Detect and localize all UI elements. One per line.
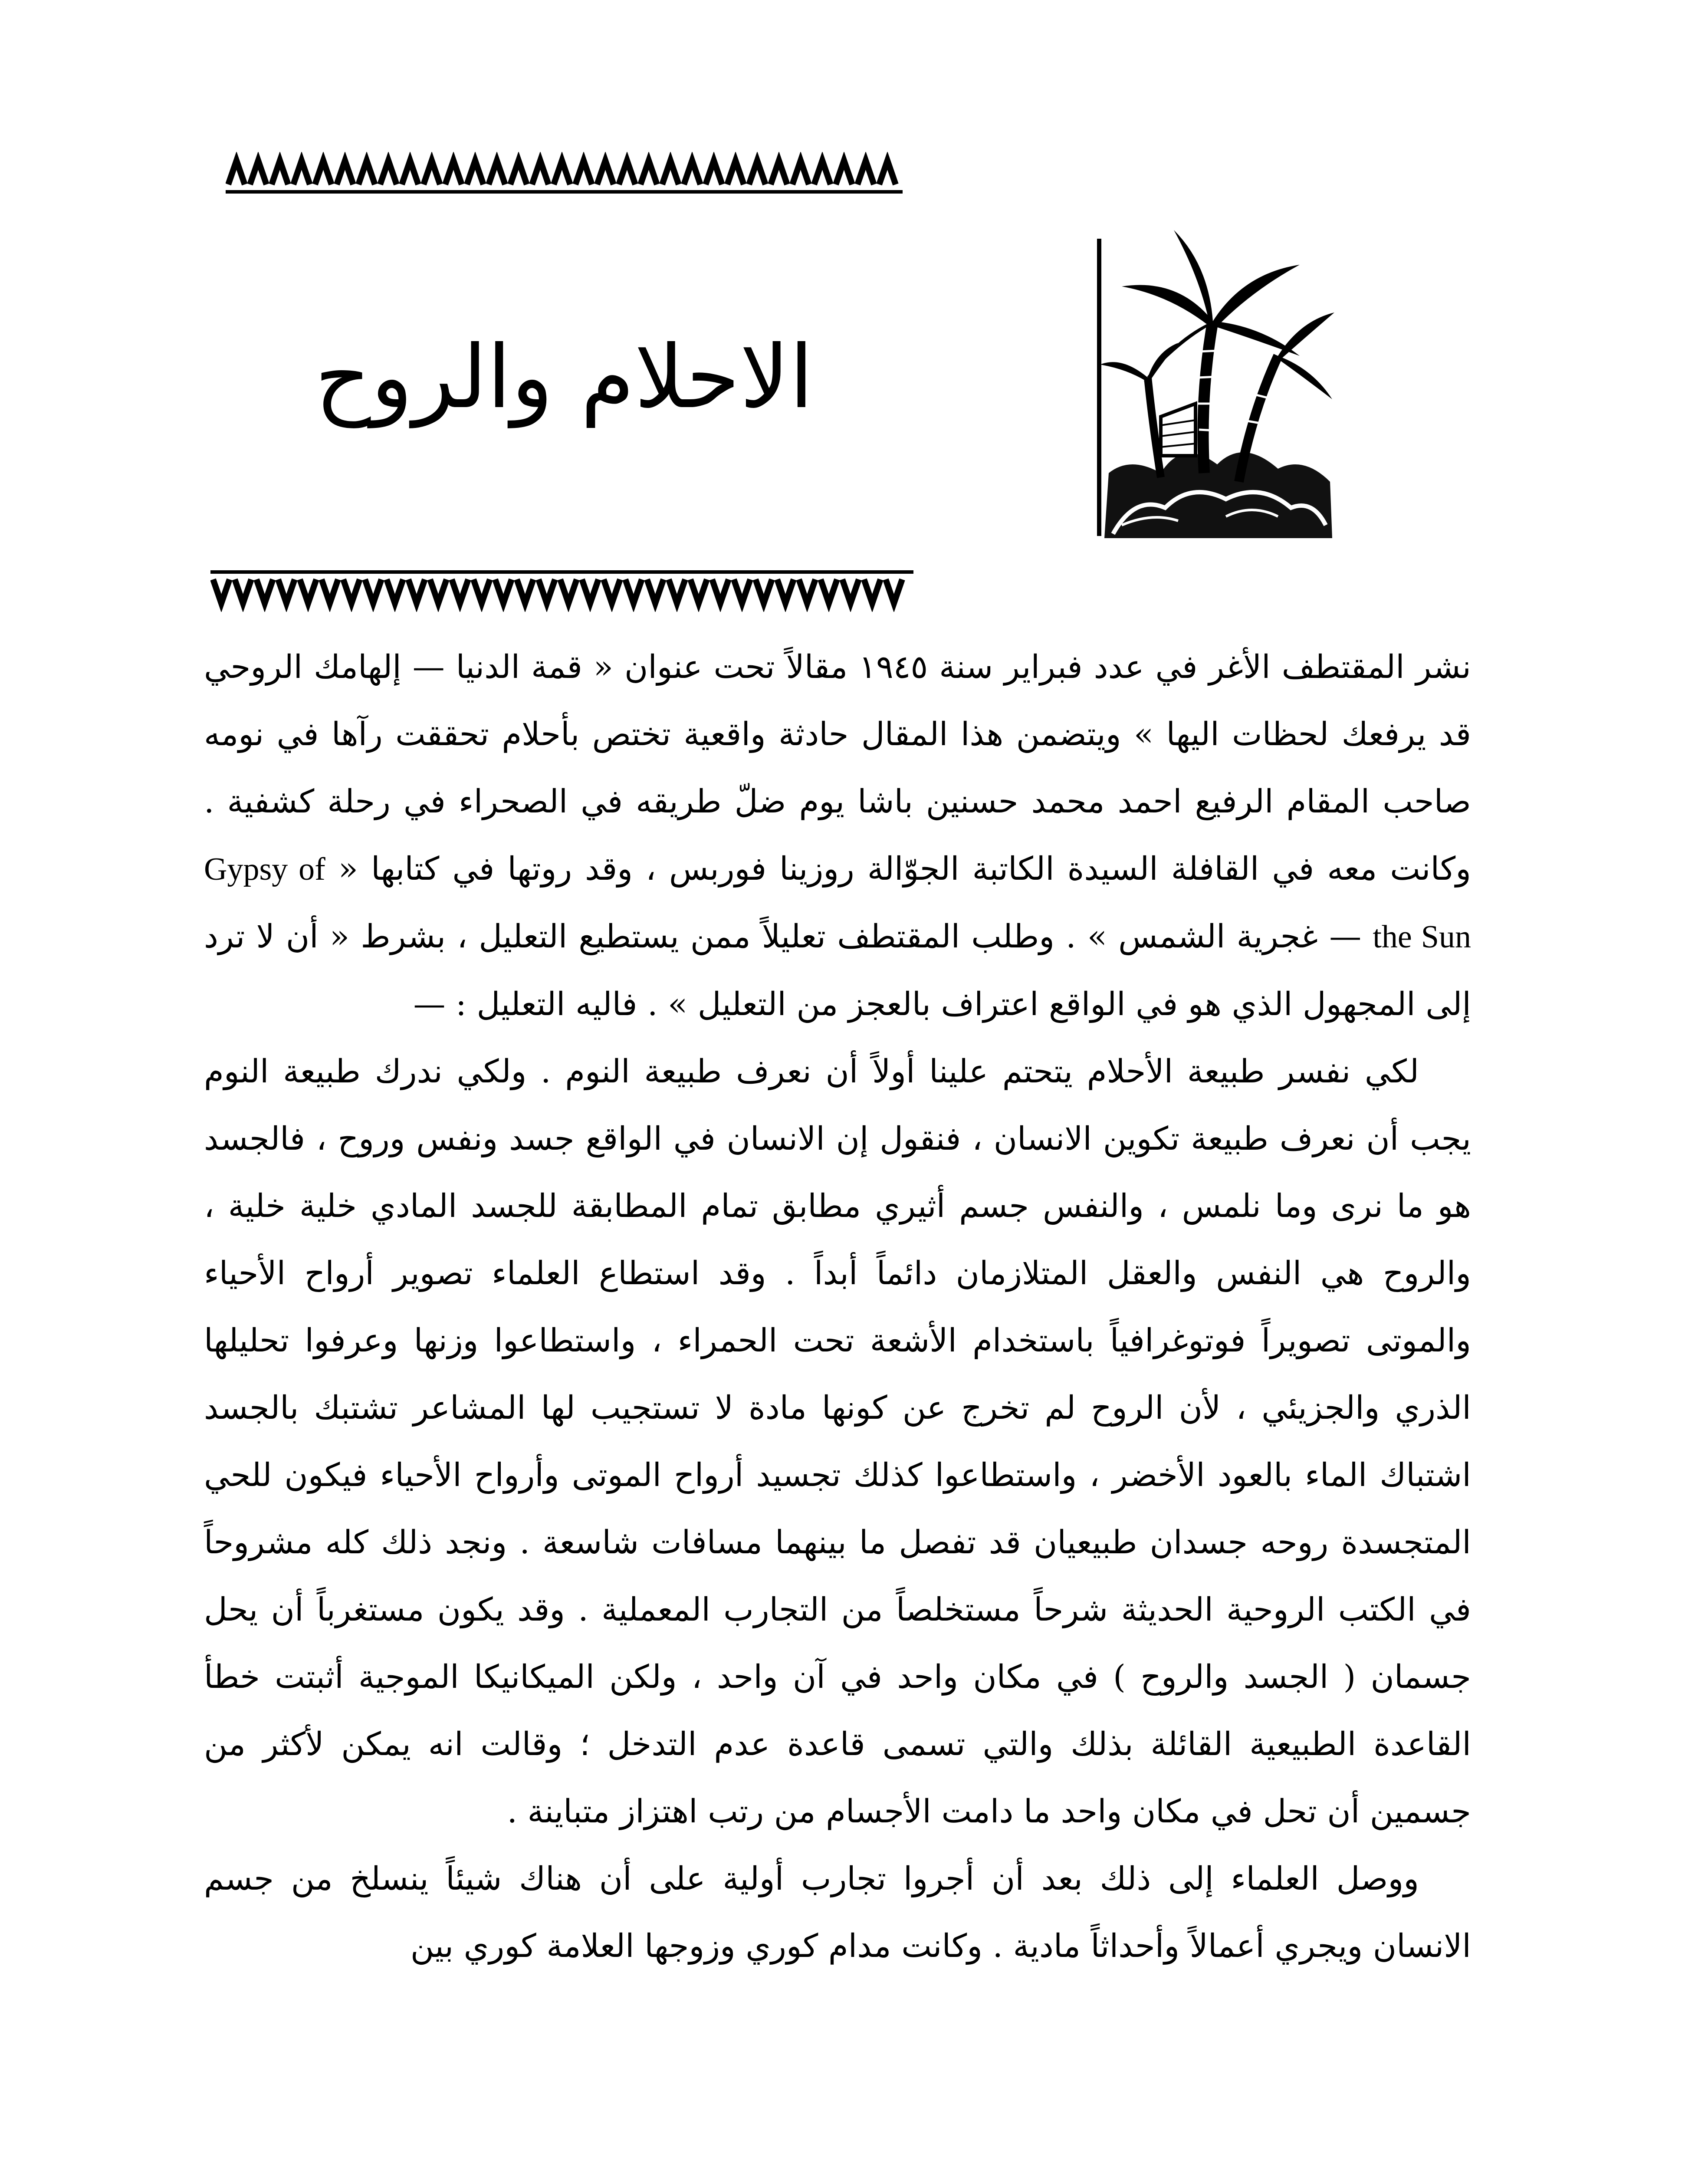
ornament-scallop xyxy=(706,161,722,184)
ornament-scallop xyxy=(879,161,896,184)
ornament-scallop xyxy=(799,579,815,603)
ornament-scallop xyxy=(452,579,468,603)
paragraph-1-text: نشر المقتطف الأغر في عدد فبراير سنة ١٩٤٥ مقالاً تحت عنوان « قمة الدنيا — إلهامك الروحي قد يرفعك لحظات اليها » ويتضمن هذا المقال حادثة واقعية تختص بأحلام تحققت رآها في نومه صاحب المقام الرفيع احمد محمد حسنين باشا يوم ضلّ طريقه في الصحراء في رحلة كشفية . وكانت معه في القافلة السيدة الكاتبة الجوّالة روزينا فوربس ، وقد روتها في كتابها « xyxy=(204,648,1472,888)
ornament-scallop xyxy=(560,579,577,603)
ornament-scallop xyxy=(575,161,592,184)
ornament-scallop xyxy=(640,161,657,184)
ornament-scallop xyxy=(467,161,483,184)
ornament-scallop xyxy=(387,579,403,603)
ornament-scallop xyxy=(619,161,635,184)
ornament-scallop xyxy=(250,161,266,184)
paragraph-1-latin-title: Gypsy of the Sun xyxy=(204,852,1471,955)
article-title: الاحلام والروح xyxy=(315,327,814,428)
ornament-scallop xyxy=(857,161,874,184)
ornament-scallop xyxy=(821,579,837,603)
bottom-ornamental-border xyxy=(210,564,913,612)
ornament-scallop xyxy=(647,579,663,603)
ornament-scallop xyxy=(836,161,852,184)
ornament-scallop xyxy=(358,161,375,184)
ornament-scallop xyxy=(532,161,549,184)
ornament-scallop xyxy=(337,161,353,184)
palm-tree-illustration xyxy=(1096,213,1339,538)
ornament-scallop xyxy=(864,579,880,603)
ornament-scallop xyxy=(539,579,555,603)
ornament-scallop xyxy=(662,161,679,184)
ornament-scallop xyxy=(690,579,707,603)
ornament-scallop xyxy=(597,161,614,184)
top-ornamental-border xyxy=(226,152,903,200)
ornament-scallop xyxy=(300,579,316,603)
ornament-scallop xyxy=(380,161,397,184)
ornament-scallop xyxy=(755,579,772,603)
ornament-scallop xyxy=(886,579,902,603)
ornament-scallop xyxy=(771,161,787,184)
ornament-scallop xyxy=(315,161,332,184)
ornament-scallop xyxy=(445,161,462,184)
ornament-scallop xyxy=(582,579,598,603)
ornament-scallop xyxy=(408,579,425,603)
ornament-scallop xyxy=(473,579,490,603)
ornament-scallop xyxy=(235,579,251,603)
ornament-scallop xyxy=(365,579,381,603)
ornament-scallop xyxy=(604,579,620,603)
ornament-scallop xyxy=(256,579,273,603)
ornament-scallop xyxy=(777,579,794,603)
paragraph-1 xyxy=(204,634,1471,1038)
ornament-scallop xyxy=(213,579,230,603)
ornament-scallop xyxy=(430,579,447,603)
ornament-scallop xyxy=(727,161,744,184)
paragraph-3: ووصل العلماء إلى ذلك بعد أن أجروا تجارب أولية على أن هناك شيئاً ينسلخ من جسم الانسان ويجري أعمالاً وأحداثاً مادية . وكانت مدام كوري وزوجها العلامة كوري بين xyxy=(204,1860,1471,1965)
ornament-scallop xyxy=(749,161,765,184)
ornament-scallop xyxy=(712,579,729,603)
ornament-scallop xyxy=(495,579,512,603)
ornament-scallop xyxy=(272,161,288,184)
ornament-scallop xyxy=(669,579,685,603)
ornament-scallop xyxy=(278,579,295,603)
ornament-scallop xyxy=(625,579,642,603)
ornament-scallop xyxy=(510,161,527,184)
ornament-scallop xyxy=(517,579,533,603)
paragraph-2: لكي نفسر طبيعة الأحلام يتحتم علينا أولاً أن نعرف طبيعة النوم . ولكي ندرك طبيعة النوم يجب أن نعرف طبيعة تكوين الانسان ، فنقول إن الانسان في الواقع جسد ونفس وروح ، فالجسد هو ما نرى وما نلمس ، والنفس جسم أثيري مطابق تمام المطابقة للجسد المادي خلية خلية ، والروح هي النفس والعقل المتلازمان دائماً أبداً . وقد استطاع العلماء تصوير أرواح الأحياء والموتى تصويراً فوتوغرافياً باستخدام الأشعة تحت الحمراء ، واستطاعوا وزنها وعرفوا تحليلها الذري والجزيئي ، لأن الروح لم تخرج عن كونها مادة لا تستجيب لها المشاعر تشتبك بالجسد اشتباك الماء بالعود الأخضر ، واستطاعوا كذلك تجسيد أرواح الموتى وأرواح الأحياء فيكون للحي المتجسدة روحه جسدان طبيعيان قد تفصل ما بينهما مسافات شاسعة . ونجد ذلك كله مشروحاً في الكتب الروحية الحديثة شرحاً مستخلصاً من التجارب المعملية . وقد يكون مستغرباً أن يحل جسمان ( الجسد والروح ) في مكان واحد في آن واحد ، ولكن الميكانيكا الموجية أثبتت خطأ القاعدة الطبيعية القائلة بذلك والتي تسمى قاعدة عدم التدخل ؛ وقالت انه يمكن لأكثر من جسمين أن تحل في مكان واحد ما دامت الأجسام من رتب اهتزاز متباينة . xyxy=(204,1053,1471,1830)
paragraph-1-end: — غجرية الشمس » . وطلب المقتطف تعليلاً ممن يستطيع التعليل ، بشرط « أن لا ترد إلى المجهول الذي هو في الواقع اعتراف بالعجز من التعليل » . فاليه التعليل : — xyxy=(204,918,1471,1023)
ornament-scallop xyxy=(792,161,809,184)
ornament-scallop xyxy=(842,579,859,603)
ornament-scallop xyxy=(684,161,700,184)
ornament-scallop xyxy=(489,161,505,184)
ornament-scallop xyxy=(734,579,750,603)
ornament-scallop xyxy=(228,161,245,184)
article-body xyxy=(204,634,1471,1980)
ornament-scallop xyxy=(554,161,570,184)
ornament-scallop xyxy=(343,579,360,603)
ornament-scallop xyxy=(402,161,418,184)
ornament-scallop xyxy=(814,161,831,184)
ornament-scallop xyxy=(293,161,310,184)
ornament-scallop xyxy=(424,161,440,184)
ornament-scallop xyxy=(322,579,338,603)
